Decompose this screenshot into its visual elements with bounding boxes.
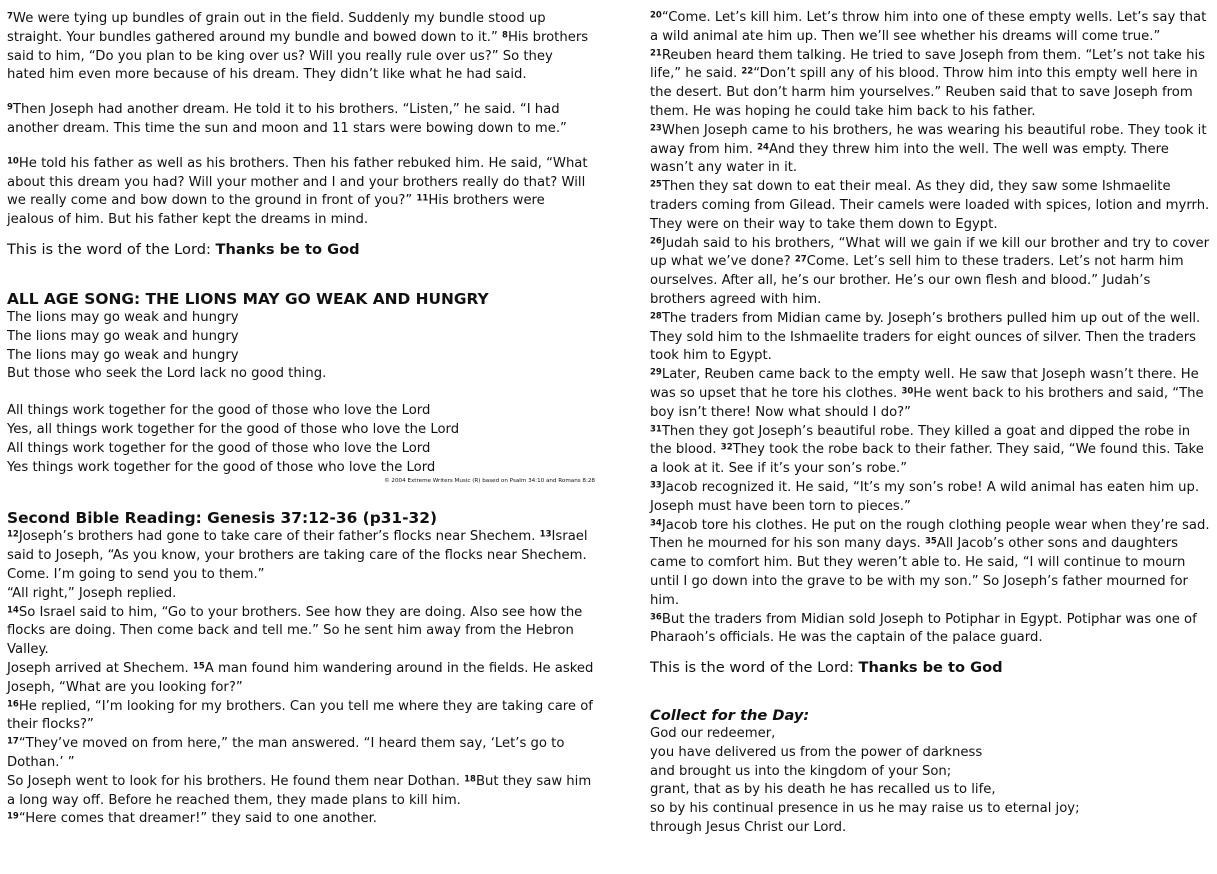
verse-text: His brothers said to him, “Do you plan to be king over us? Will you really rule over us?” So they hated him even more because of his dream. They didn’t like what he had said. — [7, 29, 589, 83]
song-verse — [7, 309, 595, 384]
reading-paragraph — [650, 178, 1210, 234]
verse-number: 15 — [192, 661, 205, 672]
text-line: The lions may go weak and hungry — [7, 309, 239, 325]
verse-number: 17 — [7, 736, 19, 747]
reading-paragraph — [650, 517, 1210, 611]
verse-text: Then they sat down to eat their meal. As they did, they saw some Ishmaelite traders coming from Gilead. Their camels were loaded with spices, lotion and myrrh. They were on their way to take them down to Egypt. — [650, 179, 1210, 232]
verse-text: Later, Reuben came back to the empty well. He saw that Joseph wasn’t there. He was so upset that he tore his clothes. — [650, 367, 1199, 401]
reading-paragraph — [7, 773, 595, 811]
verse-number: 8 — [502, 30, 508, 41]
reading-paragraph — [7, 10, 595, 85]
song-verse — [7, 402, 595, 477]
text-line: All things work together for the good of those who love the Lord — [7, 403, 431, 419]
reading-paragraph — [7, 604, 595, 660]
verse-text: So Joseph went to look for his brothers. He found them near Dothan. — [7, 773, 460, 789]
song-title: ALL AGE SONG: THE LIONS MAY GO WEAK AND HUNGRY — [7, 289, 489, 308]
verse-number: 36 — [650, 611, 662, 622]
reading-body — [7, 528, 595, 829]
verse-number: 26 — [650, 236, 662, 246]
copyright: © 2004 Extreme Writers Music (R) based on Psalm 34:10 and Romans 8:28 — [384, 478, 595, 485]
text-line: All things work together for the good of those who love the Lord — [7, 440, 431, 456]
reading-body — [650, 9, 1210, 648]
verse-number: 9 — [7, 102, 13, 113]
verse-text: All Jacob’s other sons and daughters came to comfort him. But they weren’t able to. He said, “I will continue to mourn until I go down into the grave to be with my son.” So Joseph’s father mourned for him. — [650, 536, 1188, 608]
collect-text — [650, 725, 1210, 838]
verse-text: Jacob recognized it. He said, “It’s my son’s robe! A wild animal has eaten him up. Joseph must have been torn to pieces.” — [650, 479, 1200, 514]
verse-number: 34 — [650, 517, 662, 528]
verse-text: When Joseph came to his brothers, he was wearing his beautiful robe. They took it away from him. — [650, 122, 1207, 157]
reading-paragraph — [7, 698, 595, 736]
verse-number: 10 — [7, 156, 19, 167]
response: Thanks be to God — [215, 240, 360, 258]
verse-text: A man found him wandering around in the fields. He asked Joseph, “What are you looking for?” — [7, 660, 594, 695]
verse-text: And they threw him into the well. The well was empty. There wasn’t any water in it. — [650, 141, 1169, 176]
verse-text: He replied, “I’m looking for my brothers. Can you tell me where they are taking care of their flocks?” — [7, 698, 593, 733]
reading-paragraph — [7, 735, 595, 773]
reading-title: Second Bible Reading: Genesis 37:12-36 (p31-32) — [7, 509, 437, 528]
right-column — [650, 0, 1210, 838]
reading-paragraph — [650, 310, 1210, 366]
verse-number: 12 — [7, 529, 19, 540]
text-line: through Jesus Christ our Lord. — [650, 820, 847, 836]
verse-number: 16 — [7, 698, 19, 709]
verse-number: 21 — [650, 48, 662, 59]
left-column — [7, 0, 595, 829]
response: Thanks be to God — [858, 659, 1003, 677]
text-line: you have delivered us from the power of darkness — [650, 744, 983, 760]
reading-paragraph — [650, 9, 1210, 47]
verse-number: 18 — [464, 774, 476, 785]
word-of-the-lord: This is the word of the Lord: Thanks be to God — [650, 659, 1003, 677]
verse-number: 28 — [650, 311, 662, 322]
verse-text: Israel said to Joseph, “As you know, your brothers are taking care of the flocks near Shechem. Come. I’m going to send you to them.” — [7, 529, 588, 582]
verse-number: 19 — [7, 811, 19, 822]
verse-number: 23 — [650, 123, 662, 134]
reading-paragraph — [650, 479, 1210, 517]
text-line: Yes things work together for the good of those who love the Lord — [7, 459, 436, 475]
verse-number: 14 — [7, 604, 19, 615]
reading-paragraph — [650, 423, 1210, 479]
verse-text: “They’ve moved on from here,” the man answered. “I heard them say, ‘Let’s go to Dothan.’ ” — [7, 736, 565, 770]
text-line: God our redeemer, — [650, 726, 776, 742]
verse-text: We were tying up bundles of grain out in the field. Suddenly my bundle stood up straight. Your bundles gathered around my bundle and bowed down to it.” — [7, 11, 546, 45]
reading-paragraph — [7, 810, 595, 829]
collect-title: Collect for the Day: — [650, 707, 810, 725]
verse-number: 7 — [7, 11, 13, 22]
verse-number: 35 — [924, 536, 937, 547]
verse-number: 27 — [794, 254, 807, 265]
verse-number: 22 — [741, 66, 754, 77]
reading-paragraph — [650, 122, 1210, 178]
text-line: so by his continual presence in us he may raise us to eternal joy; — [650, 801, 1080, 817]
reading-paragraph — [7, 585, 595, 604]
verse-number: 13 — [539, 529, 552, 540]
verse-text: Joseph’s brothers had gone to take care of their father’s flocks near Shechem. — [18, 529, 536, 545]
text-line: Yes, all things work together for the good of those who love the Lord — [7, 421, 460, 437]
reading-paragraph — [650, 611, 1210, 649]
verse-text: “Here comes that dreamer!” they said to one another. — [18, 811, 377, 827]
verse-text: He went back to his brothers and said, “The boy isn’t there! Now what should I do?” — [650, 385, 1204, 420]
verse-number: 20 — [650, 10, 662, 21]
reading-paragraph — [650, 47, 1210, 122]
reading-paragraph — [7, 528, 595, 584]
verse-number: 24 — [757, 142, 769, 153]
verse-number: 33 — [650, 480, 662, 491]
reading-paragraph — [650, 235, 1210, 310]
verse-text: His brothers were jealous of him. But his father kept the dreams in mind. — [7, 193, 545, 228]
verse-text: Joseph arrived at Shechem. — [7, 660, 189, 676]
verse-number: 11 — [416, 193, 429, 204]
verse-text: But the traders from Midian sold Joseph to Potiphar in Egypt. Potiphar was one of Pharaoh’s officials. He was the captain of the palace guard. — [650, 611, 1197, 646]
word-of-the-lord: This is the word of the Lord: Thanks be to God — [7, 240, 360, 258]
text-line: The lions may go weak and hungry — [7, 347, 239, 363]
verse-number: 25 — [650, 179, 662, 190]
verse-text: He told his father as well as his brothers. Then his father rebuked him. He said, “What about this dream you had? Will your mother and I and your brothers really do that? Will we really come and bow down to the ground in front of you?” — [7, 155, 588, 209]
verse-text: But they saw him a long way off. Before he reached them, they made plans to kill him. — [7, 773, 592, 808]
verse-text: Come. Let’s sell him to these traders. Let’s not harm him ourselves. After all, he’s our brother. He’s our own flesh and blood.” Judah’s brothers agreed with him. — [650, 254, 1184, 307]
verse-text: Judah said to his brothers, “What will we gain if we kill our brother and try to cover up what we’ve done? — [650, 235, 1210, 270]
verse-text: So Israel said to him, “Go to your brothers. See how they are doing. Also see how the flocks are doing. Then come back and tell me.” So he sent him away from the Hebron Valley. — [7, 604, 583, 658]
text-line: But those who seek the Lord lack no good thing. — [7, 366, 327, 382]
verse-text: “Come. Let’s kill him. Let’s throw him into one of these empty wells. Let’s say that a wild animal ate him up. Then we’ll see whether his dreams will come true.” — [650, 10, 1207, 44]
verse-number: 29 — [650, 367, 662, 378]
verse-text: Reuben heard them talking. He tried to save Joseph from them. “Let’s not take his life,” he said. — [650, 47, 1205, 82]
verse-text: The traders from Midian came by. Joseph’s brothers pulled him up out of the well. They sold him to the Ishmaelite traders for eight ounces of silver. Then the traders took him to Egypt. — [650, 310, 1201, 364]
text-line: and brought us into the kingdom of your Son; — [650, 763, 952, 779]
reading-paragraph — [7, 155, 595, 230]
verse-text: “Don’t spill any of his blood. Throw him into this empty well here in the desert. But don’t harm him yourselves.” Reuben said that to save Joseph from them. He was hoping he could take him back to his father. — [650, 66, 1198, 119]
reading-paragraph — [650, 366, 1210, 422]
verse-text: “All right,” Joseph replied. — [7, 585, 177, 601]
text-line: grant, that as by his death he has recalled us to life, — [650, 782, 996, 798]
verse-number: 32 — [720, 442, 733, 453]
verse-text: Jacob tore his clothes. He put on the rough clothing people wear when they’re sad. Then he mourned for his son many days. — [650, 517, 1210, 552]
reading-paragraph — [7, 660, 595, 698]
verse-text: They took the robe back to their father. They said, “We found this. Take a look at it. See if it’s your son’s robe.” — [650, 442, 1204, 477]
verse-number: 31 — [650, 423, 662, 434]
verse-text: Then Joseph had another dream. He told it to his brothers. “Listen,” he said. “I had another dream. This time the sun and moon and 11 stars were bowing down to me.” — [7, 102, 567, 136]
verse-text: Then they got Joseph’s beautiful robe. They killed a goat and dipped the robe in the blood. — [650, 423, 1191, 458]
verse-number: 30 — [901, 386, 914, 397]
text-line: The lions may go weak and hungry — [7, 328, 239, 344]
reading-paragraph — [7, 101, 595, 139]
